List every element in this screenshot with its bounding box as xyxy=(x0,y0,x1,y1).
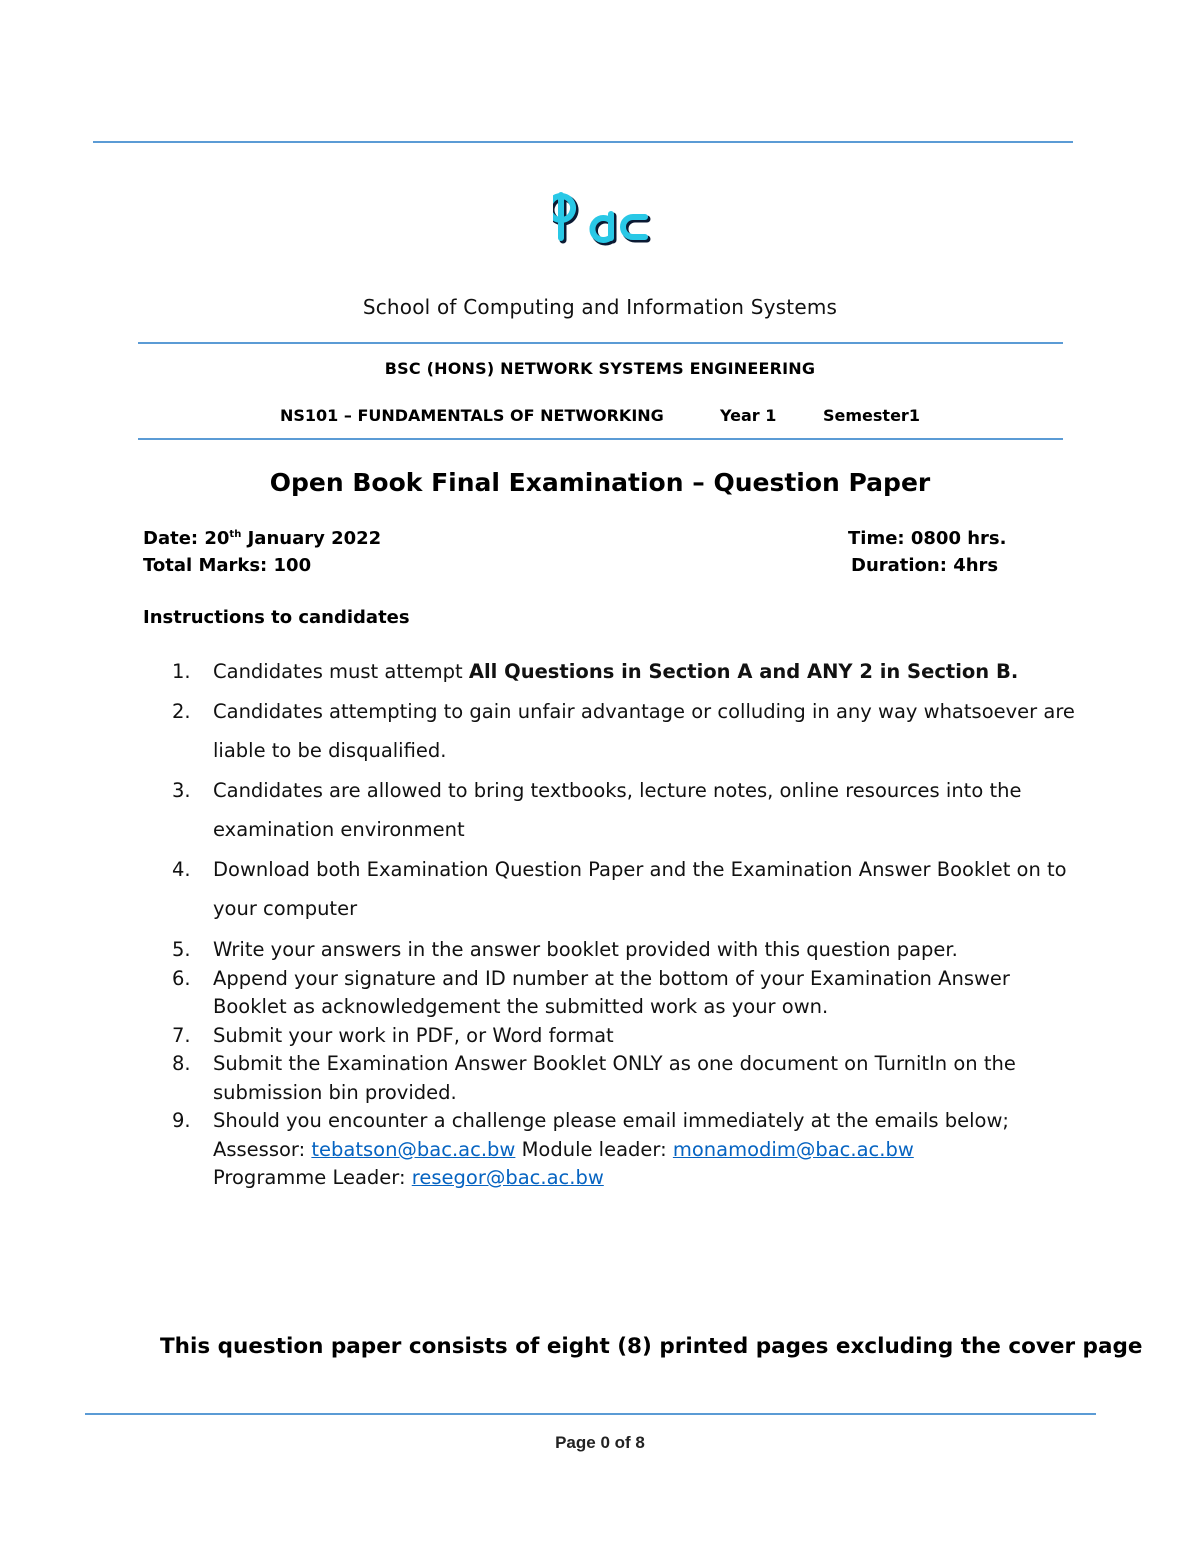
exam-duration: Duration: 4hrs xyxy=(851,555,999,576)
instruction-item xyxy=(172,965,1082,1022)
assessor-email-link[interactable]: tebatson@bac.ac.bw xyxy=(311,1137,516,1161)
instruction-text: Append your signature and ID number at the bottom of your Examination Answer Booklet as acknowledgement the submitted work as your own. xyxy=(213,966,1010,1018)
page-total: 8 xyxy=(635,1433,645,1452)
header-rule-bottom xyxy=(138,438,1063,440)
total-marks: Total Marks: 100 xyxy=(143,555,312,576)
page-of: of xyxy=(609,1433,636,1452)
exam-title: Open Book Final Examination – Question Paper xyxy=(269,468,931,497)
page-current: 0 xyxy=(600,1433,610,1452)
instruction-number: 4. xyxy=(172,857,191,881)
exam-time: Time: 0800 hrs. xyxy=(848,528,1007,549)
instruction-text: Candidates attempting to gain unfair advantage or colluding in any way whatsoever are liable to be disqualified. xyxy=(213,699,1075,762)
instruction-item xyxy=(172,692,1082,771)
instruction-item xyxy=(172,1022,1082,1051)
instruction-number: 2. xyxy=(172,699,191,723)
instruction-number: 7. xyxy=(172,1023,191,1047)
instruction-text: Submit the Examination Answer Booklet ONLY as one document on TurnitIn on the submission bin provided. xyxy=(213,1052,1016,1104)
programme-leader-email-link[interactable]: resegor@bac.ac.bw xyxy=(411,1166,604,1189)
instruction-number: 3. xyxy=(172,778,191,802)
instruction-emphasis: All Questions in Section A and ANY 2 in Section B. xyxy=(468,660,1019,683)
exam-date-sup: th xyxy=(229,529,242,540)
instruction-item xyxy=(172,850,1082,929)
year-label: Year 1 xyxy=(720,406,777,425)
top-rule xyxy=(93,141,1073,143)
header-rule-top xyxy=(138,342,1063,344)
instruction-item xyxy=(172,1050,1082,1107)
school-name: School of Computing and Information Systems xyxy=(362,295,838,319)
instruction-item xyxy=(172,771,1082,850)
instruction-number: 1. xyxy=(172,660,191,683)
exam-date xyxy=(143,528,381,549)
instruction-number: 6. xyxy=(172,966,191,990)
instruction-number: 9. xyxy=(172,1109,191,1132)
instruction-text: Candidates are allowed to bring textbooks, lecture notes, online resources into the examination environment xyxy=(213,778,1022,841)
instruction-text: Candidates must attempt xyxy=(213,660,469,683)
module-code-title: NS101 – FUNDAMENTALS OF NETWORKING xyxy=(280,406,664,425)
programme-leader-label: Programme Leader: xyxy=(213,1166,412,1189)
bac-logo xyxy=(553,190,653,250)
semester-label: Semester1 xyxy=(823,406,920,425)
page-label: Page xyxy=(555,1433,601,1452)
module-leader-email-link[interactable]: monamodim@bac.ac.bw xyxy=(672,1137,914,1161)
instruction-item xyxy=(172,936,1082,965)
programme-name: BSC (HONS) NETWORK SYSTEMS ENGINEERING xyxy=(384,359,816,378)
instruction-text: Should you encounter a challenge please email immediately at the emails below; Assessor: xyxy=(213,1109,1009,1161)
instruction-text: Submit your work in PDF, or Word format xyxy=(213,1023,614,1047)
instructions-heading: Instructions to candidates xyxy=(143,607,410,628)
exam-date-prefix: Date: 20 xyxy=(143,528,230,549)
instruction-item xyxy=(172,1107,1082,1193)
footer-rule xyxy=(85,1413,1096,1415)
instructions-list-compact xyxy=(172,936,1082,1193)
page-count-note: This question paper consists of eight (8) printed pages excluding the cover page xyxy=(160,1334,1143,1359)
page-number xyxy=(0,1433,1200,1453)
instruction-text: Download both Examination Question Paper and the Examination Answer Booklet on to your computer xyxy=(213,857,1067,920)
instruction-item xyxy=(172,652,1082,692)
instruction-text: Write your answers in the answer booklet provided with this question paper. xyxy=(213,938,958,961)
exam-date-suffix: January 2022 xyxy=(241,528,382,549)
instructions-list-spaced xyxy=(172,652,1082,929)
module-leader-label: Module leader: xyxy=(515,1137,673,1161)
instruction-number: 8. xyxy=(172,1052,191,1075)
instruction-number: 5. xyxy=(172,938,191,961)
